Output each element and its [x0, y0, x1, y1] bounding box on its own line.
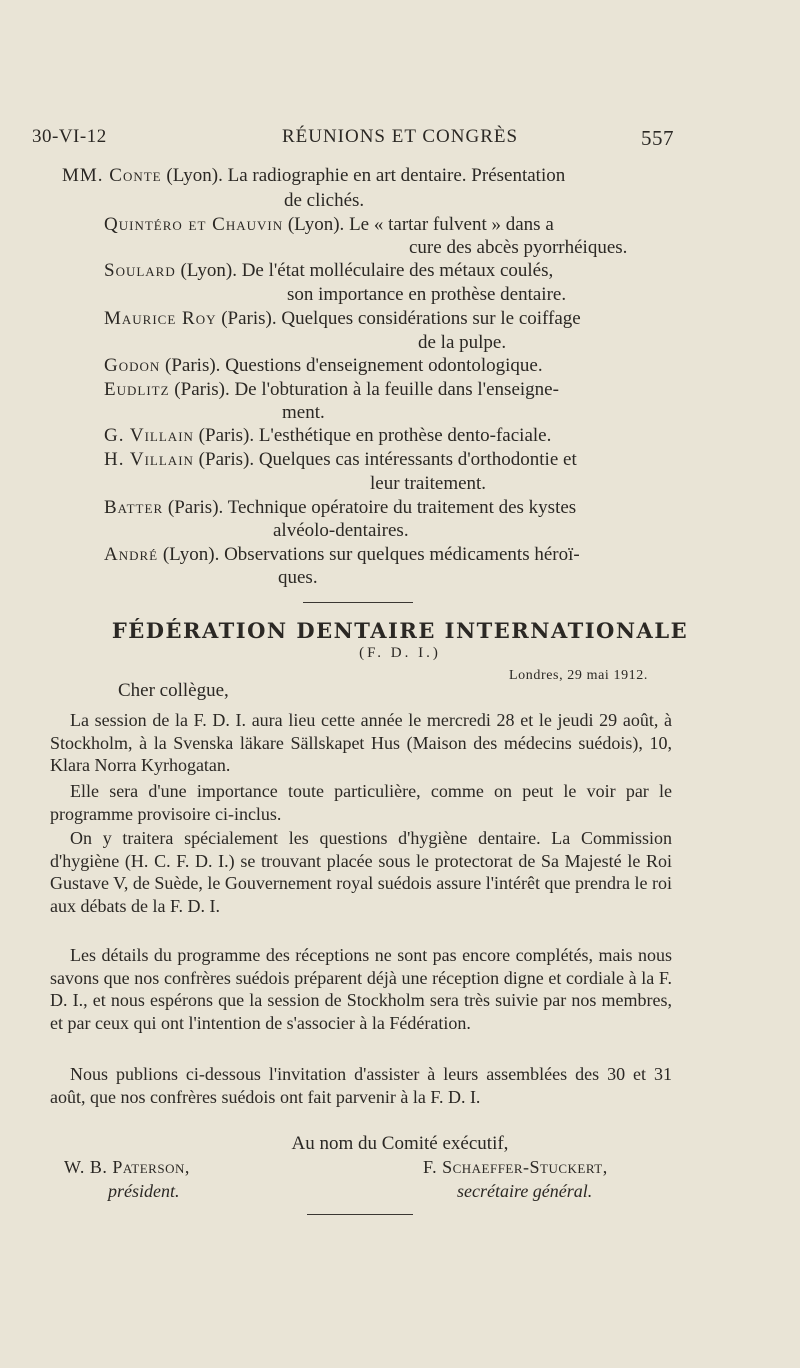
entry-text: Quelques considérations sur le coiffage	[281, 308, 581, 329]
entry-text: Technique opératoire du traitement des kystes	[227, 497, 577, 518]
entry-line	[62, 164, 565, 187]
author-city: (Lyon).	[162, 544, 220, 565]
entry-line	[104, 448, 577, 471]
author-city: (Lyon).	[287, 214, 345, 235]
entry-line	[104, 424, 551, 447]
letter-paragraph: La session de la F. D. I. aura lieu cette année le mercredi 28 et le jeudi 29 août, à Stockholm, à la Svenska läkare Sällskapet Hus (Maison des médecins suédois), 10, Klara Norra Kyrhogatan.	[50, 710, 672, 775]
author-name: MM. Conte	[62, 165, 162, 186]
entry-line	[104, 543, 580, 566]
entry-text: Quelques cas intéressants d'orthodontie et	[258, 449, 577, 470]
signature-left-role: président.	[108, 1181, 180, 1201]
letter-paragraph: Les détails du programme des réceptions ne sont pas encore complétés, mais nous savons que nos confrères suédois préparent déjà une réception digne et cordiale à la F. D. I., et nous espérons que la session de Stockholm sera très suivie par nos membres, et par ceux qui ont l'intention de s'associer à la Fédération.	[50, 945, 672, 1033]
entry-continuation: leur traitement.	[370, 473, 487, 494]
entry-line	[104, 307, 581, 330]
author-city: (Paris).	[198, 425, 255, 446]
section-abbreviation: (F. D. I.)	[359, 645, 441, 661]
entry-continuation: ques.	[278, 567, 318, 588]
author-name: G. Villain	[104, 425, 194, 446]
author-name: Batter	[104, 497, 164, 518]
entry-text: De l'état molléculaire des métaux coulés,	[241, 260, 554, 281]
entry-text: Le « tartar fulvent » dans a	[349, 214, 554, 235]
author-name: Quintéro et Chauvin	[104, 214, 284, 235]
author-city: (Paris).	[167, 497, 224, 518]
author-city: (Paris).	[198, 449, 255, 470]
signature-right-name: F. Schaeffer-Stuckert,	[423, 1157, 608, 1177]
author-name: Eudlitz	[104, 379, 170, 400]
letter-salutation: Cher collègue,	[118, 680, 229, 701]
entry-line	[104, 213, 554, 236]
entry-continuation: alvéolo-dentaires.	[273, 520, 409, 541]
letter-dateline: Londres, 29 mai 1912.	[509, 668, 648, 683]
signature-left-name: W. B. Paterson,	[64, 1157, 190, 1177]
entry-continuation: son importance en prothèse dentaire.	[287, 284, 567, 305]
running-header-title: RÉUNIONS ET CONGRÈS	[281, 126, 519, 147]
entry-line	[104, 378, 559, 401]
author-name: H. Villain	[104, 449, 194, 470]
author-name: Maurice Roy	[104, 308, 217, 329]
entry-text: Questions d'enseignement odontologique.	[225, 355, 543, 376]
entry-continuation: de la pulpe.	[418, 332, 507, 353]
letter-paragraph: Elle sera d'une importance toute particulière, comme on peut le voir par le programme provisoire ci-inclus.	[50, 781, 672, 824]
entry-text: De l'obturation à la feuille dans l'enseigne-	[234, 379, 559, 400]
author-city: (Lyon).	[166, 165, 223, 186]
author-name: André	[104, 544, 159, 565]
running-header-date: 30-VI-12	[32, 126, 107, 147]
author-city: (Paris).	[221, 308, 277, 329]
signature-right-role: secrétaire général.	[457, 1181, 593, 1201]
page-number: 557	[641, 126, 674, 150]
author-city: (Lyon).	[180, 260, 237, 281]
entry-line	[104, 496, 576, 519]
entry-continuation: cure des abcès pyorrhéiques.	[409, 237, 628, 258]
closing-divider	[307, 1214, 413, 1215]
entry-line	[104, 354, 543, 377]
letter-paragraph: On y traitera spécialement les questions d'hygiène dentaire. La Commission d'hygiène (H. C. F. D. I.) se trouvant placée sous le protectorat de Sa Majesté le Roi Gustave V, de Suède, le Gouvernement royal suédois assure l'intérêt que prendra le roi aux débats de la F. D. I.	[50, 828, 672, 916]
entry-continuation: ment.	[282, 402, 325, 423]
author-city: (Paris).	[165, 355, 221, 376]
author-city: (Paris).	[174, 379, 230, 400]
section-divider	[303, 602, 413, 603]
section-title: FÉDÉRATION DENTAIRE INTERNATIONALE	[111, 618, 689, 643]
author-name: Godon	[104, 355, 161, 376]
entry-text: Observations sur quelques médicaments héroï-	[224, 544, 580, 565]
entry-text: L'esthétique en prothèse dento-faciale.	[258, 425, 552, 446]
letter-paragraph: Nous publions ci-dessous l'invitation d'assister à leurs assemblées des 30 et 31 août, que nos confrères suédois ont fait parvenir à la F. D. I.	[50, 1064, 672, 1107]
entry-line	[104, 259, 553, 282]
entry-continuation: de clichés.	[284, 190, 365, 211]
signature-on-behalf: Au nom du Comité exécutif,	[291, 1133, 509, 1154]
entry-text: La radiographie en art dentaire. Présentation	[227, 165, 566, 186]
author-name: Soulard	[104, 260, 176, 281]
